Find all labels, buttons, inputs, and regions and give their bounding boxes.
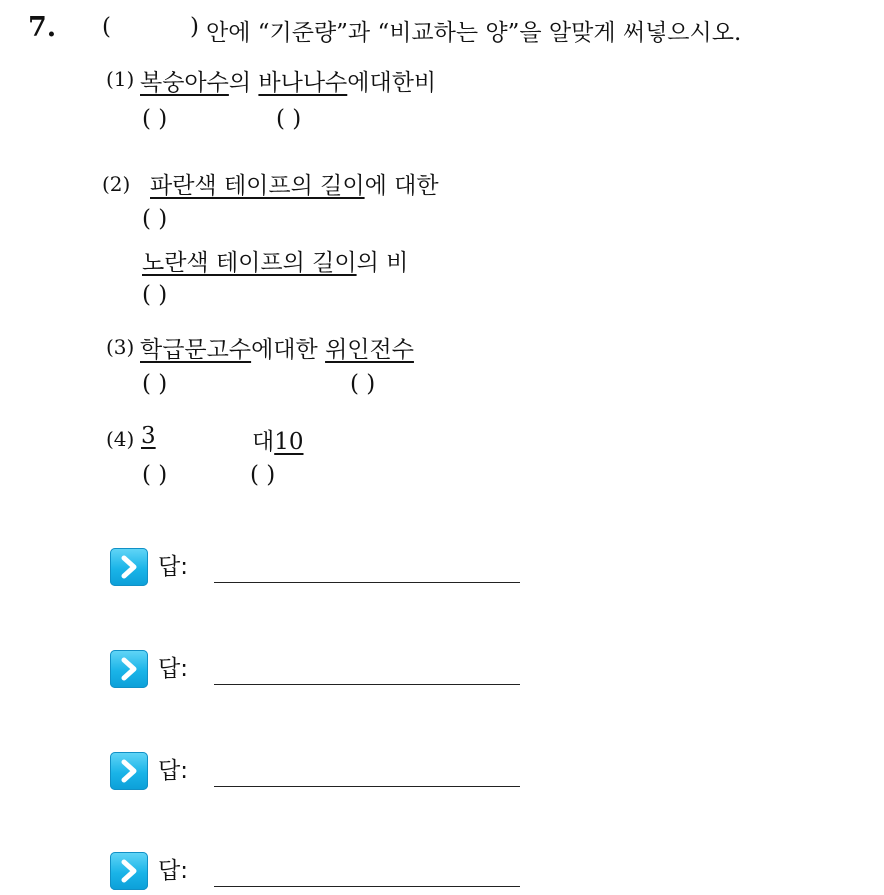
- blank-paren: ( ): [250, 462, 276, 488]
- stem-paren-close: ): [190, 14, 199, 40]
- chevron-right-icon: [110, 650, 148, 688]
- blank-paren: ( ): [350, 371, 376, 397]
- connector-text: 의 비: [356, 250, 409, 276]
- blank-paren: ( ): [142, 106, 168, 132]
- item-label: (3): [106, 335, 135, 359]
- blank-paren: ( ): [142, 462, 168, 488]
- blank-paren: ( ): [142, 206, 168, 232]
- compare-term: 3: [141, 423, 156, 449]
- answer-input-line[interactable]: [214, 582, 520, 583]
- answer-row: [110, 850, 530, 890]
- item-sentence: [252, 423, 304, 456]
- blank-paren: ( ): [142, 371, 168, 397]
- question-stem: 안에 “기준량”과 “비교하는 양”을 알맞게 써넣으시오.: [206, 20, 742, 46]
- connector-text: 대: [252, 429, 275, 455]
- answer-row: [110, 648, 530, 688]
- base-term: 10: [274, 429, 304, 455]
- answer-label: 답:: [158, 554, 188, 580]
- answer-row: [110, 750, 530, 790]
- answer-label: 답:: [158, 858, 188, 884]
- item-sentence: [140, 64, 436, 97]
- question-number: 7.: [28, 12, 57, 43]
- answer-row: [110, 546, 530, 586]
- blank-paren: ( ): [276, 106, 302, 132]
- connector-text: 에 대한: [364, 173, 439, 199]
- answer-input-line[interactable]: [214, 684, 520, 685]
- item-label: (2): [102, 172, 131, 196]
- compare-term: 노란색 테이프의 길이: [142, 250, 357, 276]
- compare-term: 복숭아수: [140, 70, 229, 96]
- item-label: (4): [106, 427, 135, 451]
- answer-label: 답:: [158, 656, 188, 682]
- answer-label: 답:: [158, 758, 188, 784]
- base-term: 파란색 테이프의 길이: [150, 173, 365, 199]
- item-label: (1): [106, 67, 135, 91]
- connector-text: 에대한: [251, 337, 318, 363]
- compare-term: 위인전수: [325, 337, 414, 363]
- stem-paren-open: (: [102, 14, 111, 40]
- item-sentence: [142, 244, 408, 277]
- connector-text: 에대한비: [347, 70, 437, 96]
- connector-text: 의: [228, 70, 252, 96]
- item-sentence: [140, 331, 414, 364]
- base-term: 바나나수: [258, 70, 348, 96]
- answer-input-line[interactable]: [214, 786, 520, 787]
- answer-input-line[interactable]: [214, 886, 520, 887]
- chevron-right-icon: [110, 752, 148, 790]
- item-sentence: [150, 167, 439, 200]
- base-term: 학급문고수: [140, 337, 252, 363]
- chevron-right-icon: [110, 852, 148, 890]
- chevron-right-icon: [110, 548, 148, 586]
- blank-paren: ( ): [142, 282, 168, 308]
